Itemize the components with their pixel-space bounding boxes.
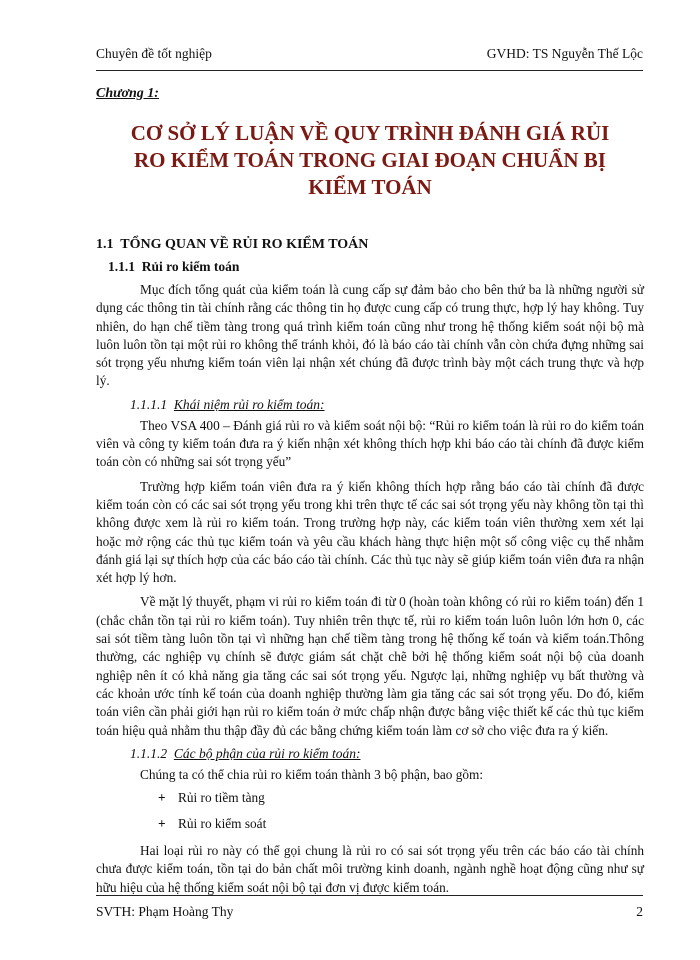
list-item	[158, 788, 644, 808]
bullet-list	[96, 788, 644, 834]
plus-bullet-icon: +	[158, 790, 166, 806]
paragraph-4: Về mặt lý thuyết, phạm vi rủi ro kiểm toán đi từ 0 (hoàn toàn không có rủi ro kiểm toán) đến 1 (chắc chắn tồn tại rủi ro kiểm toán). Tuy nhiên trên thực tế, rủi ro kiểm toán luôn luôn lớn hơn 0, các sai sót tiềm tàng luôn tồn tại vì những hạn chế tiềm tàng trong hệ thống kế toán và kiểm toán.Thông thường, các nghiệp vụ chính sẽ được giám sát chặt chẽ bởi hệ thống kiểm soát nội bộ của doanh nghiệp nên ít có khả năng gia tăng các sai sót trọng yếu. Ngược lại, những nghiệp vụ bất thường và các khoản ước tính kế toán của doanh nghiệp thường làm gia tăng các sai sót trọng yếu. Do đó, kiểm toán viên cần phải giới hạn rủi ro kiểm toán ở mức chấp nhận được bằng việc thiết kế các thủ tục kiểm toán hiệu quả nhằm thu thập đầy đủ các bằng chứng kiểm toán làm cơ sở cho việc đưa ra ý kiến.	[96, 594, 644, 738]
page-number: 2	[636, 904, 643, 919]
section-title: Khái niệm rủi ro kiểm toán:	[173, 396, 325, 412]
list-item-text: Rủi ro tiềm tàng	[178, 790, 265, 806]
chapter-label: Chương 1:	[96, 86, 159, 101]
section-heading-1-1	[96, 237, 644, 253]
page-footer	[96, 895, 643, 922]
section-heading-1-1-1	[108, 259, 644, 275]
chapter-title: CƠ SỞ LÝ LUẬN VỀ QUY TRÌNH ĐÁNH GIÁ RỦI RO KIỂM TOÁN TRONG GIAI ĐOẠN CHUẨN BỊ KIỂM TOÁN	[130, 121, 610, 199]
paragraph-3: Trường hợp kiểm toán viên đưa ra ý kiến không thích hợp rằng báo cáo tài chính đã được kiểm toán còn có các sai sót trọng yếu trong khi trên thực tế các sai sót trọng yếu này không tồn tại thì không được xem là rủi ro kiểm toán. Trong trường hợp này, các kiểm toán viên thường xem xét lại hoặc mở rộng các thủ tục kiểm toán và yêu cầu khách hàng thực hiện một số công việc cụ thể nhằm đánh giá lại sự thích hợp của các báo cáo tài chính. Các thủ tục này sẽ giúp kiểm toán viên đưa ra nhận xét hợp lý hơn.	[96, 478, 644, 586]
paragraph-5: Chúng ta có thể chia rủi ro kiểm toán thành 3 bộ phận, bao gồm:	[140, 766, 484, 782]
section-number: 1.1.1.1	[130, 396, 168, 412]
list-item-text: Rủi ro kiểm soát	[178, 816, 267, 832]
section-title: Rủi ro kiểm toán	[141, 259, 240, 274]
section-number: 1.1	[96, 237, 114, 252]
page-content	[96, 86, 644, 903]
paragraph-6: Hai loại rủi ro này có thể gọi chung là rủi ro có sai sót trọng yếu trên các báo cáo tài chính chưa được kiểm toán, tồn tại do bản chất môi trường kinh doanh, ngành nghề hoạt động cũng như sự hữu hiệu của hệ thống kiểm soát nội bộ tại đơn vị được kiểm toán.	[96, 843, 644, 895]
paragraph-1: Mục đích tổng quát của kiểm toán là cung cấp sự đảm bảo cho bên thứ ba là những người sử dụng các thông tin tài chính rằng các thông tin họ được cung cấp có trung thực, hợp lý hay không. Tuy nhiên, do hạn chế tiềm tàng trong quá trình kiểm toán cũng như trong hệ thống kiểm soát nội bộ mà luôn luôn tồn tại một rủi ro không thể tránh khỏi, đó là báo cáo tài chính vẫn còn chứa đựng những sai sót trọng yếu nhưng kiểm toán viên lại nhận xét chúng đã được trình bày một cách trung thực và hợp lý.	[96, 282, 644, 389]
section-title: Các bộ phận của rủi ro kiểm toán:	[173, 745, 361, 761]
paragraph-2: Theo VSA 400 – Đánh giá rủi ro và kiểm soát nội bộ: “Rủi ro kiểm toán là rủi ro do kiểm toán viên và công ty kiểm toán đưa ra ý kiến nhận xét không thích hợp khi báo cáo tài chính đã được kiểm toán còn có những sai sót trọng yếu”	[96, 417, 644, 470]
footer-author: SVTH: Phạm Hoàng Thy	[96, 904, 234, 919]
list-item	[158, 814, 644, 834]
section-title: TỔNG QUAN VỀ RỦI RO KIỂM TOÁN	[120, 237, 369, 252]
section-number: 1.1.1	[108, 259, 135, 274]
header-right-text: GVHD: TS Nguyễn Thế Lộc	[486, 46, 643, 61]
section-heading-1-1-1-2	[130, 746, 644, 762]
page-header	[96, 40, 643, 71]
section-heading-1-1-1-1	[130, 397, 644, 413]
header-left-text: Chuyên đề tốt nghiệp	[96, 46, 212, 61]
section-number: 1.1.1.2	[130, 745, 168, 761]
plus-bullet-icon: +	[158, 816, 166, 832]
